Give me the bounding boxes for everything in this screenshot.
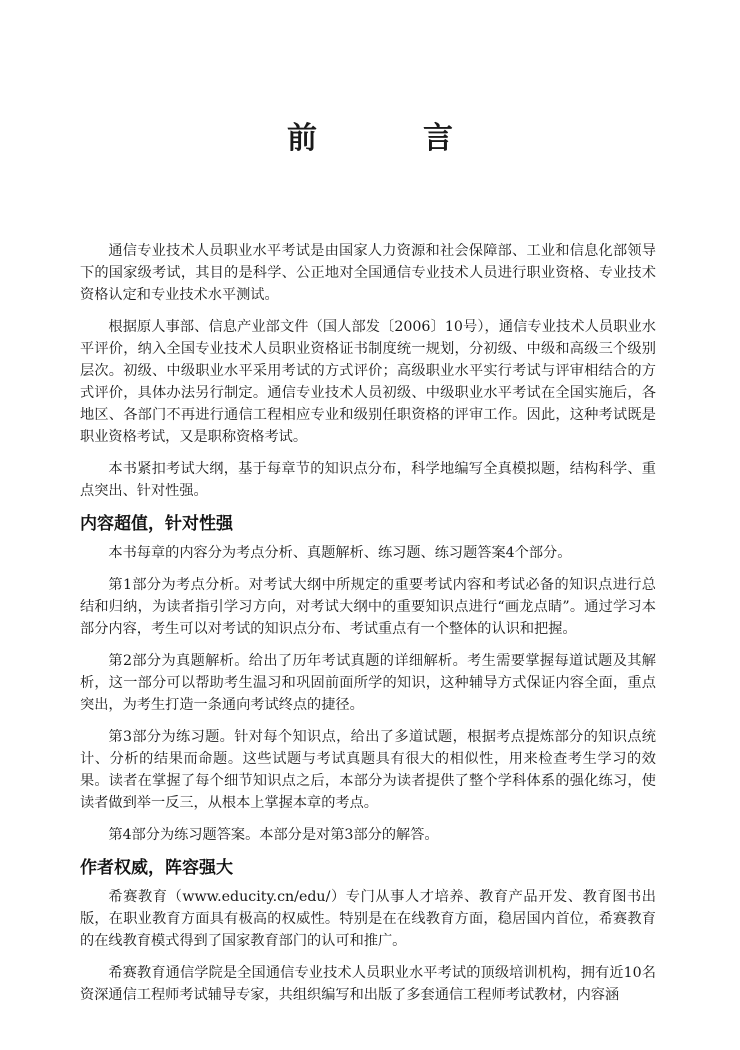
section1-paragraph-4: 第3部分为练习题。针对每个知识点，给出了多道试题，根据考点提炼部分的知识点统计、分析的结果而命题。这些试题与考试真题具有很大的相似性，用来检查考生学习的效果。读者在掌握了每个细节知识点之后，本部分为读者提供了整个学科体系的强化练习，使读者做到举一反三，从根本上掌握本章的考点。 bbox=[80, 729, 656, 811]
section-heading-author-authority: 作者权威，阵容强大 bbox=[80, 858, 233, 878]
page-title: 前 言 bbox=[287, 121, 491, 156]
section2-paragraph-1: 希赛教育（www.educity.cn/edu/）专门从事人才培养、教育产品开发、教育图书出版，在职业教育方面具有极高的权威性。特别是在在线教育方面，稳居国内首位，希赛教育的在线教育模式得到了国家教育部门的认可和推广。 bbox=[80, 889, 656, 949]
intro-paragraph-2: 根据原人事部、信息产业部文件（国人部发〔2006〕10号），通信专业技术人员职业水平评价，纳入全国专业技术人员职业资格证书制度统一规划，分初级、中级和高级三个级别层次。初级、中级职业水平采用考试的方式评价；高级职业水平实行考试与评审相结合的方式评价，具体办法另行制定。通信专业技术人员初级、中级职业水平考试在全国实施后，各地区、各部门不再进行通信工程相应专业和级别任职资格的评审工作。因此，这种考试既是职业资格考试，又是职称资格考试。 bbox=[80, 319, 656, 445]
section-heading-content-value: 内容超值，针对性强 bbox=[80, 514, 233, 534]
section1-paragraph-5: 第4部分为练习题答案。本部分是对第3部分的解答。 bbox=[108, 827, 439, 843]
intro-paragraph-1: 通信专业技术人员职业水平考试是由国家人力资源和社会保障部、工业和信息化部领导下的国家级考试，其目的是科学、公正地对全国通信专业技术人员进行职业资格、专业技术资格认定和专业技术水平测试。 bbox=[80, 243, 656, 303]
intro-paragraph-3: 本书紧扣考试大纲，基于每章节的知识点分布，科学地编写全真模拟题，结构科学、重点突出、针对性强。 bbox=[80, 461, 656, 499]
section2-paragraph-2: 希赛教育通信学院是全国通信专业技术人员职业水平考试的顶级培训机构，拥有近10名资深通信工程师考试辅导专家，共组织编写和出版了多套通信工程师考试教材，内容涵 bbox=[80, 965, 656, 1003]
section1-paragraph-1: 本书每章的内容分为考点分析、真题解析、练习题、练习题答案4个部分。 bbox=[108, 545, 572, 561]
section1-paragraph-2: 第1部分为考点分析。对考试大纲中所规定的重要考试内容和考试必备的知识点进行总结和归纳，为读者指引学习方向，对考试大纲中的重要知识点进行“画龙点睛”。通过学习本部分内容，考生可以对考试的知识点分布、考试重点有一个整体的认识和把握。 bbox=[80, 577, 656, 637]
page-content bbox=[80, 240, 656, 1016]
section1-paragraph-3: 第2部分为真题解析。给出了历年考试真题的详细解析。考生需要掌握每道试题及其解析，这一部分可以帮助考生温习和巩固前面所学的知识，这种辅导方式保证内容全面，重点突出，为考生打造一条通向考试终点的捷径。 bbox=[80, 653, 656, 713]
